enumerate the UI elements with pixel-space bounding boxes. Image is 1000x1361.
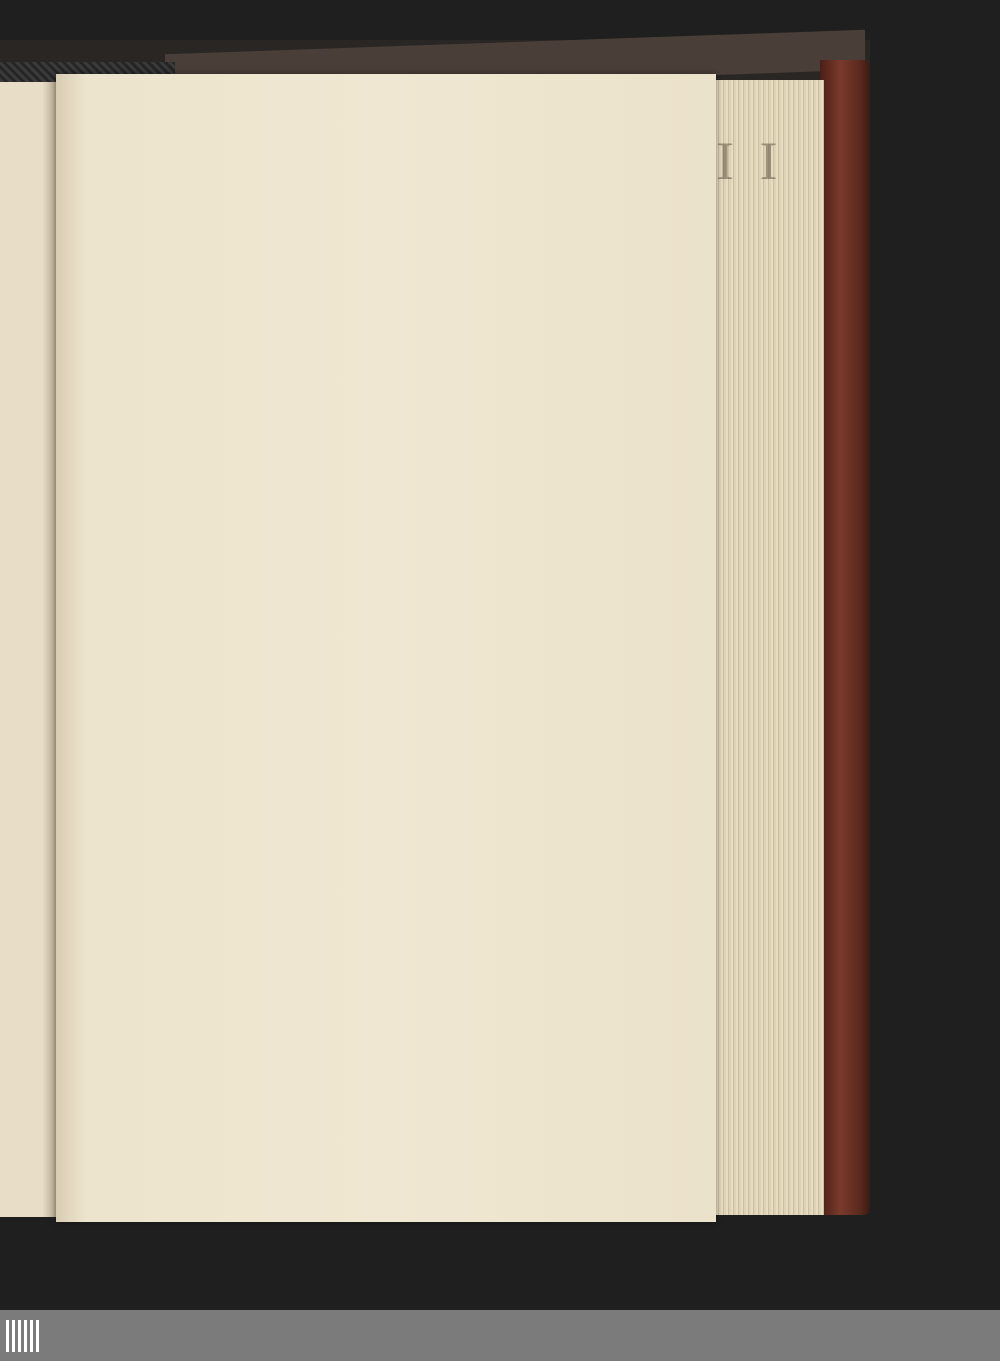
page-edges bbox=[704, 80, 824, 1215]
page-gutter bbox=[42, 82, 56, 1217]
page-header bbox=[158, 118, 578, 154]
page-footer bbox=[140, 1057, 580, 1083]
left-page bbox=[0, 82, 58, 1217]
library-logo-icon bbox=[4, 1316, 44, 1356]
book-cover-edge bbox=[820, 60, 870, 1215]
library-brand-bar bbox=[0, 1310, 1000, 1361]
fore-edge-mark: I I bbox=[716, 131, 784, 191]
right-page bbox=[56, 74, 716, 1222]
